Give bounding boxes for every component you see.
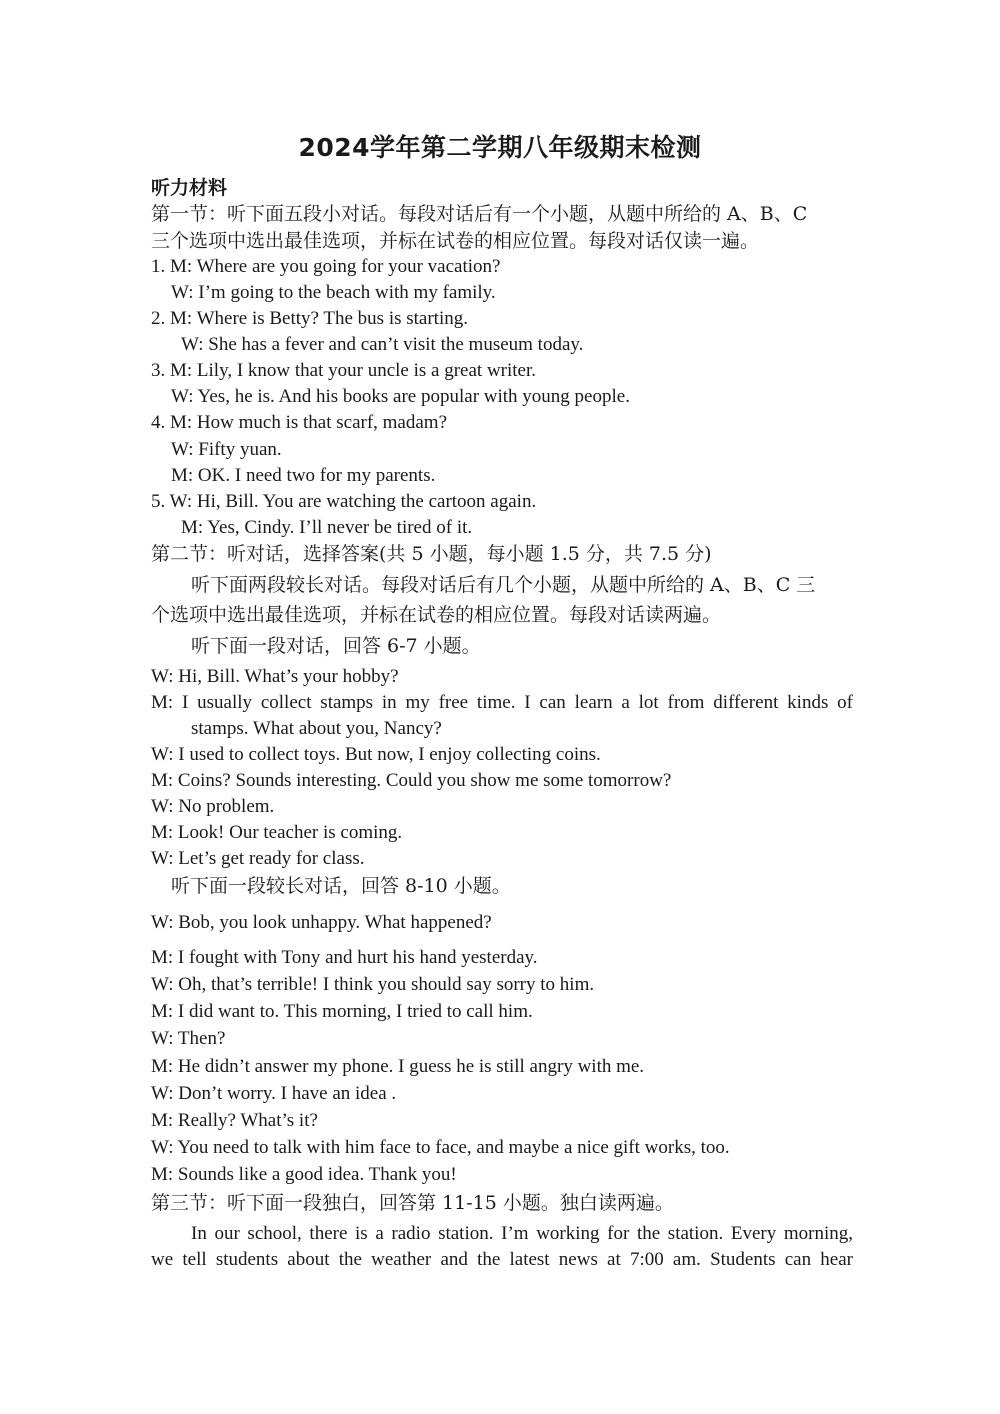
dialog-line: W: You need to talk with him face to face, and maybe a nice gift works, too. <box>151 1137 730 1158</box>
dialog-line: W: She has a fever and can’t visit the museum today. <box>181 334 584 355</box>
dialog-line: M: I fought with Tony and hurt his hand yesterday. <box>151 947 538 968</box>
dialog-line: M: Coins? Sounds interesting. Could you show me some tomorrow? <box>151 770 672 791</box>
dialog-line: 3. M: Lily, I know that your uncle is a great writer. <box>151 360 537 381</box>
dialog-line: M: He didn’t answer my phone. I guess he is still angry with me. <box>151 1056 645 1077</box>
dialog-line: 2. M: Where is Betty? The bus is starting. <box>151 308 468 329</box>
page-title: 2024学年第二学期八年级期末检测 <box>298 133 702 162</box>
dialog-line: 5. W: Hi, Bill. You are watching the cartoon again. <box>151 491 537 512</box>
dialog-line: M: OK. I need two for my parents. <box>171 465 436 486</box>
dialog-line: W: Oh, that’s terrible! I think you should say sorry to him. <box>151 974 595 995</box>
dialog-line: W: Hi, Bill. What’s your hobby? <box>151 666 399 687</box>
dialog-line: W: No problem. <box>151 796 275 817</box>
dialog-line: W: Let’s get ready for class. <box>151 848 365 869</box>
dialog-line: stamps. What about you, Nancy? <box>191 718 442 739</box>
dialog-line: M: Look! Our teacher is coming. <box>151 822 403 843</box>
dialog-line: W: I used to collect toys. But now, I enjoy collecting coins. <box>151 744 601 765</box>
dialog-line: W: Yes, he is. And his books are popular with young people. <box>171 386 630 407</box>
dialog-line: W: Bob, you look unhappy. What happened? <box>151 912 492 933</box>
section2-intro-line1: 听下面两段较长对话。每段对话后有几个小题，从题中所给的 A、B、C 三 <box>191 574 816 596</box>
section1-intro-line2: 三个选项中选出最佳选项，并标在试卷的相应位置。每段对话仅读一遍。 <box>151 230 760 252</box>
section2-intro-line2: 个选项中选出最佳选项，并标在试卷的相应位置。每段对话读两遍。 <box>151 604 722 626</box>
dialog-line: M: I did want to. This morning, I tried to call him. <box>151 1001 533 1022</box>
dialog-line: W: Then? <box>151 1028 226 1049</box>
dialog-line: 1. M: Where are you going for your vacation? <box>151 256 501 277</box>
dialog-line: W: Fifty yuan. <box>171 439 282 460</box>
dialog2-intro: 听下面一段较长对话，回答 8-10 小题。 <box>171 875 511 897</box>
monologue-line: In our school, there is a radio station. I’m working for the station. Every morning, <box>191 1223 853 1244</box>
section1-intro-line1: 第一节：听下面五段小对话。每段对话后有一个小题，从题中所给的 A、B、C <box>151 203 808 225</box>
section2-header: 第二节：听对话，选择答案(共 5 小题，每小题 1.5 分，共 7.5 分) <box>151 543 712 565</box>
dialog-line: M: Really? What’s it? <box>151 1110 318 1131</box>
section3-header: 第三节：听下面一段独白，回答第 11-15 小题。独白读两遍。 <box>151 1192 674 1214</box>
monologue-line: we tell students about the weather and the latest news at 7:00 am. Students can hear <box>151 1249 853 1270</box>
dialog-line: W: I’m going to the beach with my family. <box>171 282 496 303</box>
section-heading: 听力材料 <box>151 177 228 199</box>
dialog-line: 4. M: How much is that scarf, madam? <box>151 412 448 433</box>
dialog-line: W: Don’t worry. I have an idea . <box>151 1083 397 1104</box>
dialog-line: M: I usually collect stamps in my free time. I can learn a lot from different kinds of <box>151 692 853 713</box>
dialog-line: M: Yes, Cindy. I’ll never be tired of it. <box>181 517 473 538</box>
dialog1-intro: 听下面一段对话，回答 6-7 小题。 <box>191 635 481 657</box>
dialog-line: M: Sounds like a good idea. Thank you! <box>151 1164 457 1185</box>
